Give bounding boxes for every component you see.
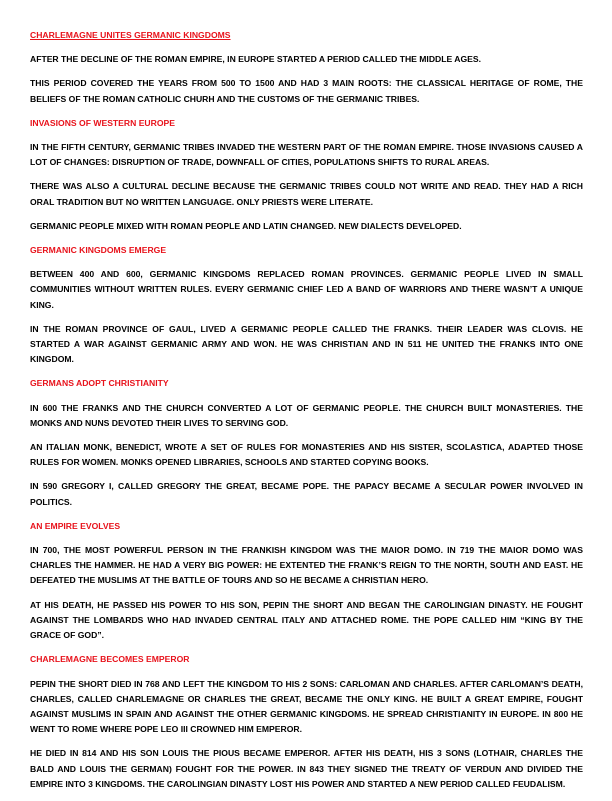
paragraph: GERMANIC PEOPLE MIXED WITH ROMAN PEOPLE AND LATIN CHANGED. NEW DIALECTS DEVELOPED. (30, 220, 462, 231)
intro-paragraph-1: AFTER THE DECLINE OF THE ROMAN EMPIRE, IN EUROPE STARTED A PERIOD CALLED THE MIDDLE AGES. (30, 54, 482, 65)
paragraph: IN THE ROMAN PROVINCE OF GAUL, LIVED A GERMANIC PEOPLE CALLED THE FRANKS. THEIR LEADER WAS CLOVIS. HE STARTED A WAR AGAINST GERMANIC ARMY AND WON. HE WAS CHRISTIAN AND IN 511 HE UNITED THE FRANKS INTO ONE KINGDOM. (30, 323, 583, 365)
section-heading-invasions: INVASIONS OF WESTERN EUROPE (30, 117, 175, 128)
paragraph: IN 700, THE MOST POWERFUL PERSON IN THE FRANKISH KINGDOM WAS THE MAIOR DOMO. IN 719 THE MAIOR DOMO WAS CHARLES THE HAMMER. HE HAD A VERY BIG POWER: HE EXTENTED THE FRANK’S REIGN TO THE NORTH, SOUTH AND EAST. HE DEFEATED THE MUSLIMS AT THE BATTLE OF TOURS AND SO HE BECAME A CHRISTIAN HERO. (30, 545, 583, 586)
paragraph: IN THE FIFTH CENTURY, GERMANIC TRIBES INVADED THE WESTERN PART OF THE ROMAN EMPIRE. THOSE INVASIONS CAUSED A LOT OF CHANGES: DISRUPTION OF TRADE, DOWNFALL OF CITIES, POPULATIONS SHIFTS TO RURAL AREAS. (30, 142, 583, 168)
paragraph: BETWEEN 400 AND 600, GERMANIC KINGDOMS REPLACED ROMAN PROVINCES. GERMANIC PEOPLE LIVED IN SMALL COMMUNITIES WITHOUT WRITTEN RULES. EVERY GERMANIC CHIEF LED A BAND OF WARRIORS AND THERE WASN’T A UNIQUE KING. (30, 269, 583, 310)
paragraph: AN ITALIAN MONK, BENEDICT, WROTE A SET OF RULES FOR MONASTERIES AND HIS SISTER, SCOLASTICA, ADAPTED THOSE RULES FOR WOMEN. MONKS OPENED LIBRARIES, SCHOOLS AND STARTED COPYING BOOKS. (30, 442, 583, 468)
page-title: CHARLEMAGNE UNITES GERMANIC KINGDOMS (30, 30, 231, 40)
section-heading-charlemagne: CHARLEMAGNE BECOMES EMPEROR (30, 654, 190, 665)
paragraph: IN 600 THE FRANKS AND THE CHURCH CONVERTED A LOT OF GERMANIC PEOPLE. THE CHURCH BUILT MONASTERIES. THE MONKS AND NUNS DEVOTED THEIR LIVES TO SERVING GOD. (30, 402, 583, 428)
section-heading-kingdoms: GERMANIC KINGDOMS EMERGE (30, 245, 167, 256)
section-heading-empire: AN EMPIRE EVOLVES (30, 520, 121, 531)
paragraph: IN 590 GREGORY I, CALLED GREGORY THE GREAT, BECAME POPE. THE PAPACY BECAME A SECULAR POWER INVOLVED IN POLITICS. (30, 481, 583, 507)
paragraph: THERE WAS ALSO A CULTURAL DECLINE BECAUSE THE GERMANIC TRIBES COULD NOT WRITE AND READ. THEY HAD A RICH ORAL TRADITION BUT NO WRITTEN LANGUAGE. ONLY PRIESTS WERE LITERATE. (30, 181, 583, 207)
paragraph: PEPIN THE SHORT DIED IN 768 AND LEFT THE KINGDOM TO HIS 2 SONS: CARLOMAN AND CHARLES. AFTER CARLOMAN’S DEATH, CHARLES, CALLED CHARLEMAGNE OR CHARLES THE GREAT, BECAME THE ONLY KING. HE BUILT A GREAT EMPIRE, FOUGHT AGAINST MUSLIMS IN SPAIN AND AGAINST THE OTHER GERMANIC KINGDOMS. HE SPREAD CHRISTIANITY IN EUROPE. IN 800 HE WENT TO ROME WHERE POPE LEO III CROWNED HIM EMPEROR. (30, 678, 583, 735)
paragraph: HE DIED IN 814 AND HIS SON LOUIS THE PIOUS BECAME EMPEROR. AFTER HIS DEATH, HIS 3 SONS (LOTHAIR, CHARLES THE BALD AND LOUIS THE GERMAN) FOUGHT FOR THE POWER. IN 843 THEY SIGNED THE TREATY OF VERDUN AND DIVIDED THE EMPIRE INTO 3 KINGDOMS. THE CAROLINGIAN DINASTY LOST HIS POWER AND STARTED A NEW PERIOD CALLED FEUDALISM. (30, 748, 583, 789)
document-page (30, 28, 583, 801)
intro-paragraph-2: THIS PERIOD COVERED THE YEARS FROM 500 TO 1500 AND HAD 3 MAIN ROOTS: THE CLASSICAL HERITAGE OF ROME, THE BELIEFS OF THE ROMAN CATHOLIC CHURH AND THE CUSTOMS OF THE GERMANIC TRIBES. (30, 78, 583, 104)
section-heading-christianity: GERMANS ADOPT CHRISTIANITY (30, 378, 169, 389)
paragraph: AT HIS DEATH, HE PASSED HIS POWER TO HIS SON, PEPIN THE SHORT AND BEGAN THE CAROLINGIAN DINASTY. HE FOUGHT AGAINST THE LOMBARDS WHO HAD INVADED CENTRAL ITALY AND ATTACHED ROME. THE POPE CALLED HIM “KING BY THE GRACE OF GOD”. (30, 599, 583, 641)
